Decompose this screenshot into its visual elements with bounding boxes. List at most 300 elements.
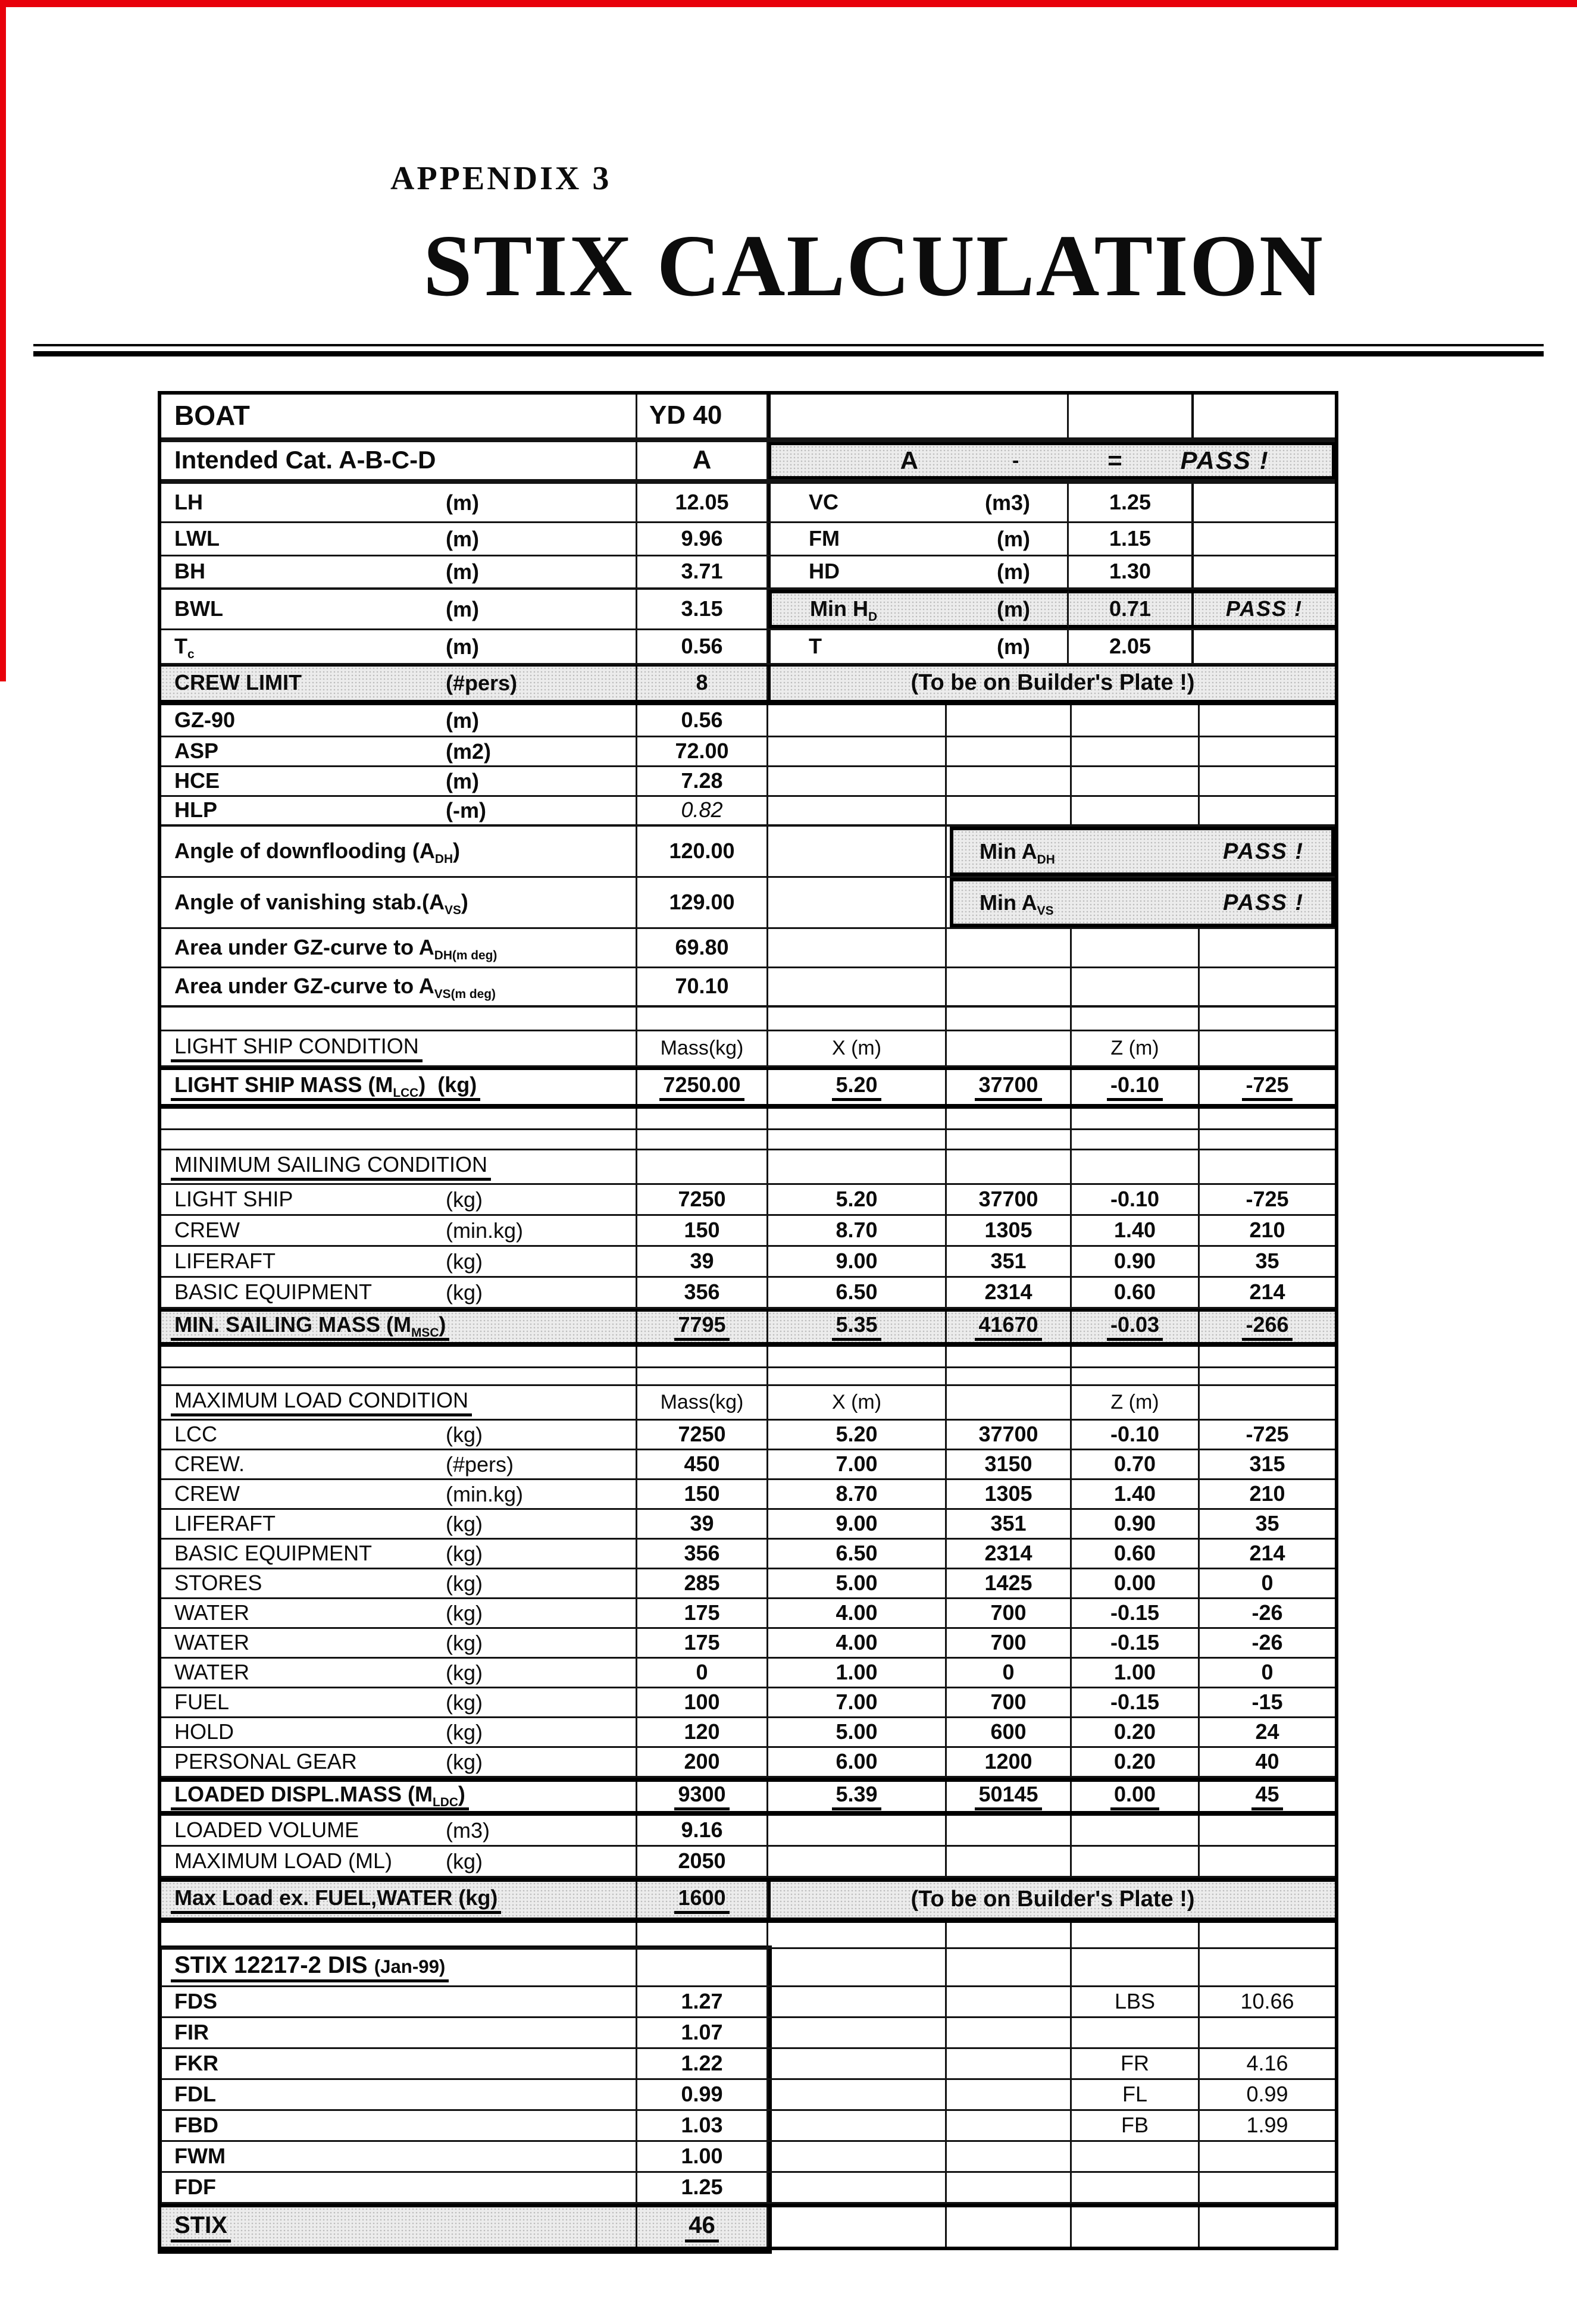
red-scan-edge-left <box>0 0 6 681</box>
cell-fds-z <box>1072 1987 1200 2016</box>
text-intended-mass: A <box>692 445 712 474</box>
cell-lvolume-x <box>768 1816 947 1845</box>
cell-ls2-z <box>1072 1185 1200 1214</box>
cell-water1-zm <box>1200 1599 1335 1627</box>
text-asp-mass: 72.00 <box>675 738 729 763</box>
cell-intended-mass <box>637 442 768 479</box>
row-fdf <box>161 2173 1335 2204</box>
text-lh-rlabel: VC <box>809 489 839 514</box>
cell-water2-x <box>768 1629 947 1657</box>
text-crew2-x: 8.70 <box>836 1481 878 1506</box>
text-crew1-x: 8.70 <box>836 1217 878 1242</box>
text-lvolume-label: LOADED VOLUME <box>174 1817 359 1842</box>
text-crewp-x: 7.00 <box>836 1451 878 1476</box>
text-liferaft2-x: 9.00 <box>836 1510 878 1535</box>
text-lcc-xm: 37700 <box>978 1421 1038 1446</box>
cell-stix-zm <box>1200 2207 1335 2247</box>
cell-fuel-z <box>1072 1688 1200 1716</box>
cell-stores-mass <box>637 1569 768 1597</box>
cell-lsmass-zm <box>1200 1070 1335 1104</box>
cell-fds-x <box>768 1987 947 2016</box>
text-lsmass-xm: 37700 <box>975 1073 1041 1101</box>
text-bwl-label: BWL <box>174 596 223 621</box>
text-loaded-mass: 9300 <box>674 1782 729 1810</box>
cell-blank1-mass <box>637 1008 768 1030</box>
text-loaded-xm: 50145 <box>975 1782 1041 1810</box>
cell-crew1-zm <box>1200 1216 1335 1245</box>
cell-lcc-mass <box>637 1421 768 1449</box>
cell-pgear-zm <box>1200 1748 1335 1776</box>
unit-basiceq1: (kg) <box>446 1280 483 1305</box>
row-lwl <box>161 523 1335 556</box>
cell-fkr-label <box>161 2049 637 2078</box>
cell-gap-xm <box>947 1923 1072 1947</box>
cell-lsheader-zm <box>1200 1031 1335 1065</box>
cell-fwm-zm <box>1200 2142 1335 2171</box>
text-lcc-mass: 7250 <box>678 1421 726 1446</box>
text-water1-label: WATER <box>174 1600 249 1625</box>
text-stores-mass: 285 <box>684 1570 720 1595</box>
cell-blank3-x <box>768 1130 947 1149</box>
cell-fkr-xm <box>947 2049 1072 2078</box>
text-gz90-mass: 0.56 <box>681 707 723 732</box>
text-basiceq1-xm: 2314 <box>984 1279 1032 1304</box>
text-angledh-mass: 120.00 <box>669 838 735 863</box>
cell-crew1-label <box>161 1216 637 1245</box>
cell-tc-rpass <box>1194 630 1335 663</box>
row-water3 <box>161 1659 1335 1688</box>
cell-mlheader-x <box>768 1386 947 1419</box>
unit-bwl-right: (m) <box>997 596 1030 621</box>
row-loaded <box>161 1778 1335 1816</box>
text-tc-mass: 0.56 <box>681 633 723 658</box>
cell-mlheader-xm <box>947 1386 1072 1419</box>
cell-water2-mass <box>637 1629 768 1657</box>
cell-crewp-z <box>1072 1450 1200 1478</box>
cell-ls2-x <box>768 1185 947 1214</box>
cell-fir-zm <box>1200 2018 1335 2047</box>
text-crewlimit-label: CREW LIMIT <box>174 670 302 695</box>
text-bwl-rlabel: Min $H_D$ <box>810 596 878 624</box>
text-mlheader-x: X (m) <box>831 1390 882 1413</box>
unit-liferaft2: (kg) <box>446 1511 483 1536</box>
cell-crewp-zm <box>1200 1450 1335 1478</box>
text-hlp-label: HLP <box>174 797 217 822</box>
cell-liferaft2-mass <box>637 1510 768 1538</box>
text-maxloadex-label: Max Load ex. FUEL,WATER (kg) <box>171 1886 501 1914</box>
cell-water2-z <box>1072 1629 1200 1657</box>
text-stores-label: STORES <box>174 1570 262 1595</box>
row-lsheader <box>161 1031 1335 1067</box>
cell-tc-rlabel <box>768 630 1069 663</box>
cell-blank4-label <box>161 1347 637 1366</box>
text-mlheader-mass: Mass(kg) <box>660 1390 744 1413</box>
cell-basiceq1-x <box>768 1278 947 1307</box>
cell-anglevs-x <box>768 878 947 927</box>
text-msheader-label: MINIMUM SAILING CONDITION <box>171 1153 491 1181</box>
text-stores-x: 5.00 <box>836 1570 878 1595</box>
row-stixheader <box>161 1949 1335 1987</box>
row-fds <box>161 1987 1335 2018</box>
appendix-label: APPENDIX 3 <box>390 160 612 197</box>
text-basiceq2-z: 0.60 <box>1113 1540 1156 1565</box>
text-fds-mass: 1.27 <box>681 1988 723 2013</box>
text-areavs-mass: 70.10 <box>675 974 729 998</box>
cell-angledh-label <box>161 827 637 876</box>
cell-crew1-mass <box>637 1216 768 1245</box>
cell-lsmass-mass <box>637 1070 768 1104</box>
cell-loaded-label <box>161 1782 637 1811</box>
cell-loaded-z <box>1072 1782 1200 1811</box>
cell-hlp-z <box>1072 797 1200 824</box>
cell-hce-zm <box>1200 767 1335 795</box>
cell-fir-z <box>1072 2018 1200 2047</box>
row-crew1 <box>161 1216 1335 1247</box>
text-ls2-x: 5.20 <box>836 1186 878 1211</box>
cell-water3-z <box>1072 1659 1200 1687</box>
row-lh <box>161 484 1335 523</box>
cell-blank5-label <box>161 1368 637 1384</box>
cell-hce-x <box>768 767 947 795</box>
cell-lsheader-mass <box>637 1031 768 1065</box>
text-fdl-zm: 0.99 <box>1246 2081 1288 2106</box>
cell-lsheader-label <box>161 1031 637 1065</box>
row-hce <box>161 767 1335 797</box>
cell-areavs-z <box>1072 968 1200 1005</box>
text-hce-label: HCE <box>174 768 220 793</box>
cell-lvolume-mass <box>637 1816 768 1845</box>
text-ls2-label: LIGHT SHIP <box>174 1186 293 1211</box>
cell-blank3-mass <box>637 1130 768 1149</box>
row-areavs <box>161 968 1335 1008</box>
text-crew1-zm: 210 <box>1249 1217 1285 1242</box>
text-ls2-mass: 7250 <box>678 1186 726 1211</box>
unit-water1: (kg) <box>446 1600 483 1625</box>
cell-minmass-z <box>1072 1312 1200 1342</box>
text-crewp-label: CREW. <box>174 1451 245 1476</box>
text-lsheader-label: LIGHT SHIP CONDITION <box>171 1034 423 1062</box>
cell-basiceq1-zm <box>1200 1278 1335 1307</box>
cell-lvolume-label <box>161 1816 637 1845</box>
cell-mlheader-zm <box>1200 1386 1335 1419</box>
text-anglevs-mb-label: Min $A_{VS}$ <box>980 890 1054 918</box>
row-liferaft1 <box>161 1247 1335 1278</box>
unit-bh-right: (m) <box>997 559 1030 584</box>
row-maxload <box>161 1847 1335 1878</box>
unit-liferaft1: (kg) <box>446 1249 483 1274</box>
cell-blank5-z <box>1072 1368 1200 1384</box>
row-crewlimit <box>161 665 1335 705</box>
unit-lvolume: (m3) <box>446 1818 490 1843</box>
text-minmass-mass: 7795 <box>674 1313 729 1341</box>
cell-msheader-mass <box>637 1150 768 1183</box>
cell-asp-label <box>161 737 637 765</box>
text-fwm-mass: 1.00 <box>681 2143 723 2168</box>
row-bwl <box>161 590 1335 630</box>
text-lh-label: LH <box>174 489 203 514</box>
cell-pgear-x <box>768 1748 947 1776</box>
row-lcc <box>161 1421 1335 1450</box>
unit-crew1: (min.kg) <box>446 1218 524 1243</box>
cell-fdl-x <box>768 2080 947 2109</box>
text-basiceq2-x: 6.50 <box>836 1540 878 1565</box>
text-lwl-label: LWL <box>174 526 220 550</box>
text-anglevs-mass: 129.00 <box>669 889 735 914</box>
text-fdf-mass: 1.25 <box>681 2174 723 2199</box>
text-intended-b-a: A <box>900 446 918 474</box>
unit-water2: (kg) <box>446 1630 483 1655</box>
cell-lvolume-zm <box>1200 1816 1335 1845</box>
text-liferaft1-x: 9.00 <box>836 1248 878 1273</box>
cell-stixheader-mass <box>637 1949 768 1985</box>
cell-water3-mass <box>637 1659 768 1687</box>
cell-basiceq1-xm <box>947 1278 1072 1307</box>
row-minmass <box>161 1309 1335 1347</box>
text-boat-label: BOAT <box>174 400 250 431</box>
text-fkr-mass: 1.22 <box>681 2050 723 2075</box>
text-basiceq1-x: 6.50 <box>836 1279 878 1304</box>
cell-tc-rval <box>1069 630 1194 663</box>
cell-loaded-mass <box>637 1782 768 1811</box>
text-basiceq1-zm: 214 <box>1249 1279 1285 1304</box>
text-lcc-x: 5.20 <box>836 1421 878 1446</box>
text-angledh-mb-pass: PASS ! <box>1223 839 1304 864</box>
text-lwl-rlabel: FM <box>809 526 840 550</box>
text-water3-label: WATER <box>174 1659 249 1684</box>
page-title: STIX CALCULATION <box>423 217 1324 315</box>
text-crewp-mass: 450 <box>684 1451 720 1476</box>
text-liferaft1-label: LIFERAFT <box>174 1248 276 1273</box>
text-pgear-mass: 200 <box>684 1749 720 1774</box>
row-liferaft2 <box>161 1510 1335 1540</box>
row-crewp <box>161 1450 1335 1480</box>
row-blank1 <box>161 1008 1335 1031</box>
cell-lvolume-z <box>1072 1816 1200 1845</box>
cell-liferaft1-zm <box>1200 1247 1335 1276</box>
cell-fds-xm <box>947 1987 1072 2016</box>
row-fwm <box>161 2142 1335 2173</box>
cell-hold-z <box>1072 1718 1200 1746</box>
text-fdf-label: FDF <box>174 2174 216 2199</box>
cell-blank2-xm <box>947 1109 1072 1128</box>
cell-blank1-x <box>768 1008 947 1030</box>
cell-fwm-mass <box>637 2142 768 2171</box>
unit-crewp: (#pers) <box>446 1452 514 1477</box>
text-angledh-label: Angle of downflooding $(A_{DH})$ <box>174 838 461 866</box>
cell-fbd-label <box>161 2111 637 2140</box>
text-lsmass-mass: 7250.00 <box>659 1073 744 1101</box>
text-bh-mass: 3.71 <box>681 559 723 583</box>
text-loaded-zm: 45 <box>1251 1782 1282 1810</box>
row-crew2 <box>161 1480 1335 1510</box>
unit-maxload: (kg) <box>446 1848 483 1873</box>
cell-blank3-zm <box>1200 1130 1335 1149</box>
text-stixheader-label: STIX 12217-2 DIS (Jan-99) <box>171 1952 449 1982</box>
cell-maxload-xm <box>947 1847 1072 1876</box>
text-crewp-zm: 315 <box>1249 1451 1285 1476</box>
text-minmass-x: 5.35 <box>832 1313 881 1341</box>
cell-maxloadex-mass <box>637 1882 768 1918</box>
cell-blank3-xm <box>947 1130 1072 1149</box>
cell-lsmass-x <box>768 1070 947 1104</box>
cell-liferaft1-label <box>161 1247 637 1276</box>
cell-maxload-label <box>161 1847 637 1876</box>
row-basiceq1 <box>161 1278 1335 1309</box>
cell-blank2-mass <box>637 1109 768 1128</box>
text-water3-x: 1.00 <box>836 1659 878 1684</box>
cell-bwl-mass <box>637 590 768 628</box>
cell-liferaft1-x <box>768 1247 947 1276</box>
cell-angledh-mass <box>637 827 768 876</box>
cell-hold-zm <box>1200 1718 1335 1746</box>
unit-lh: (m) <box>446 490 479 515</box>
text-lsheader-mass: Mass(kg) <box>660 1036 744 1059</box>
text-stores-z: 0.00 <box>1113 1570 1156 1595</box>
cell-pgear-mass <box>637 1748 768 1776</box>
text-gz90-label: GZ-90 <box>174 707 236 732</box>
cell-fwm-xm <box>947 2142 1072 2171</box>
row-bh <box>161 556 1335 590</box>
cell-fbd-x <box>768 2111 947 2140</box>
cell-fdl-zm <box>1200 2080 1335 2109</box>
row-stix <box>161 2204 1335 2247</box>
text-crew2-xm: 1305 <box>984 1481 1032 1506</box>
cell-fwm-z <box>1072 2142 1200 2171</box>
cell-hold-x <box>768 1718 947 1746</box>
cell-mlheader-mass <box>637 1386 768 1419</box>
cell-fir-label <box>161 2018 637 2047</box>
cell-angledh-x <box>768 827 947 876</box>
cell-boat-label <box>161 395 637 437</box>
row-anglevs <box>161 878 1335 929</box>
cell-areavs-label <box>161 968 637 1005</box>
row-hold <box>161 1718 1335 1748</box>
text-fir-mass: 1.07 <box>681 2019 723 2044</box>
text-liferaft1-zm: 35 <box>1255 1248 1279 1273</box>
text-mlheader-label: MAXIMUM LOAD CONDITION <box>171 1388 472 1416</box>
cell-areadh-mass <box>637 929 768 966</box>
cell-liferaft1-z <box>1072 1247 1200 1276</box>
row-mlheader <box>161 1386 1335 1421</box>
text-basiceq1-label: BASIC EQUIPMENT <box>174 1279 373 1304</box>
unit-gz90: (m) <box>446 708 479 733</box>
cell-ls2-mass <box>637 1185 768 1214</box>
cell-fbd-zm <box>1200 2111 1335 2140</box>
text-fuel-mass: 100 <box>684 1689 720 1714</box>
text-water2-label: WATER <box>174 1629 249 1654</box>
text-water2-mass: 175 <box>684 1629 720 1654</box>
cell-minmass-zm <box>1200 1312 1335 1342</box>
cell-fkr-zm <box>1200 2049 1335 2078</box>
cell-minmass-label <box>161 1312 637 1342</box>
cell-fuel-mass <box>637 1688 768 1716</box>
text-angledh-mb-label: Min $A_{DH}$ <box>980 839 1055 867</box>
cell-hlp-mass <box>637 797 768 824</box>
cell-boat-rpass <box>1194 395 1335 437</box>
cell-bwl-label <box>161 590 637 628</box>
cell-crew1-z <box>1072 1216 1200 1245</box>
cell-minmass-xm <box>947 1312 1072 1342</box>
cell-fir-mass <box>637 2018 768 2047</box>
row-blank2 <box>161 1109 1335 1130</box>
cell-fir-x <box>768 2018 947 2047</box>
text-lcc-z: -0.10 <box>1110 1421 1160 1446</box>
text-loaded-label: LOADED DISPL.MASS $(M_{LDC})$ <box>171 1782 469 1810</box>
cell-liferaft2-z <box>1072 1510 1200 1538</box>
row-pgear <box>161 1748 1335 1778</box>
text-lsmass-zm: -725 <box>1242 1073 1292 1101</box>
cell-gz90-zm <box>1200 705 1335 736</box>
text-water3-z: 1.00 <box>1113 1659 1156 1684</box>
row-blank5 <box>161 1368 1335 1386</box>
text-basiceq2-mass: 356 <box>684 1540 720 1565</box>
cell-areadh-zm <box>1200 929 1335 966</box>
row-blank3 <box>161 1130 1335 1150</box>
unit-water3: (kg) <box>446 1660 483 1685</box>
cell-liferaft1-mass <box>637 1247 768 1276</box>
cell-fds-zm <box>1200 1987 1335 2016</box>
row-fbd <box>161 2111 1335 2142</box>
cell-bwl-rval <box>1069 590 1194 628</box>
text-fuel-z: -0.15 <box>1110 1689 1160 1714</box>
cell-anglevs-mass <box>637 878 768 927</box>
cell-gz90-xm <box>947 705 1072 736</box>
cell-water1-mass <box>637 1599 768 1627</box>
cell-fdl-xm <box>947 2080 1072 2109</box>
cell-loaded-x <box>768 1782 947 1811</box>
cell-areadh-x <box>768 929 947 966</box>
text-areavs-label: Area under GZ-curve to $A_{VS(m deg)}$ <box>174 974 496 1002</box>
cell-crewp-mass <box>637 1450 768 1478</box>
cell-blank1-xm <box>947 1008 1072 1030</box>
text-anglevs-mb-pass: PASS ! <box>1223 890 1304 915</box>
text-pgear-z: 0.20 <box>1113 1749 1156 1774</box>
unit-basiceq2: (kg) <box>446 1541 483 1566</box>
cell-crewlimit-rband <box>768 667 1335 700</box>
cell-crewp-x <box>768 1450 947 1478</box>
text-crewp-z: 0.70 <box>1113 1451 1156 1476</box>
text-maxloadex-mass: 1600 <box>674 1886 729 1914</box>
text-minmass-label: MIN. SAILING MASS $(M_{MSC})$ <box>171 1313 449 1341</box>
cell-crewlimit-mass <box>637 667 768 700</box>
cell-maxload-mass <box>637 1847 768 1876</box>
text-hold-label: HOLD <box>174 1719 234 1744</box>
cell-angledh-minband <box>950 827 1335 876</box>
text-fdl-label: FDL <box>174 2081 216 2106</box>
cell-crew2-mass <box>637 1480 768 1508</box>
cell-pgear-label <box>161 1748 637 1776</box>
cell-loaded-zm <box>1200 1782 1335 1811</box>
text-minmass-z: -0.03 <box>1107 1313 1163 1341</box>
cell-fbd-z <box>1072 2111 1200 2140</box>
text-intended-label: Intended Cat. A-B-C-D <box>174 446 436 474</box>
text-crew1-xm: 1305 <box>984 1217 1032 1242</box>
unit-tc-right: (m) <box>997 634 1030 659</box>
cell-lh-rpass <box>1194 484 1335 521</box>
cell-fkr-z <box>1072 2049 1200 2078</box>
text-liferaft2-mass: 39 <box>690 1510 714 1535</box>
text-liferaft2-z: 0.90 <box>1113 1510 1156 1535</box>
row-hlp <box>161 797 1335 827</box>
row-boat <box>161 395 1335 442</box>
cell-areadh-xm <box>947 929 1072 966</box>
unit-pgear: (kg) <box>446 1749 483 1774</box>
cell-fds-label <box>161 1987 637 2016</box>
text-crew2-mass: 150 <box>684 1481 720 1506</box>
row-stores <box>161 1569 1335 1599</box>
cell-maxloadex-label <box>161 1882 637 1918</box>
cell-loaded-xm <box>947 1782 1072 1811</box>
